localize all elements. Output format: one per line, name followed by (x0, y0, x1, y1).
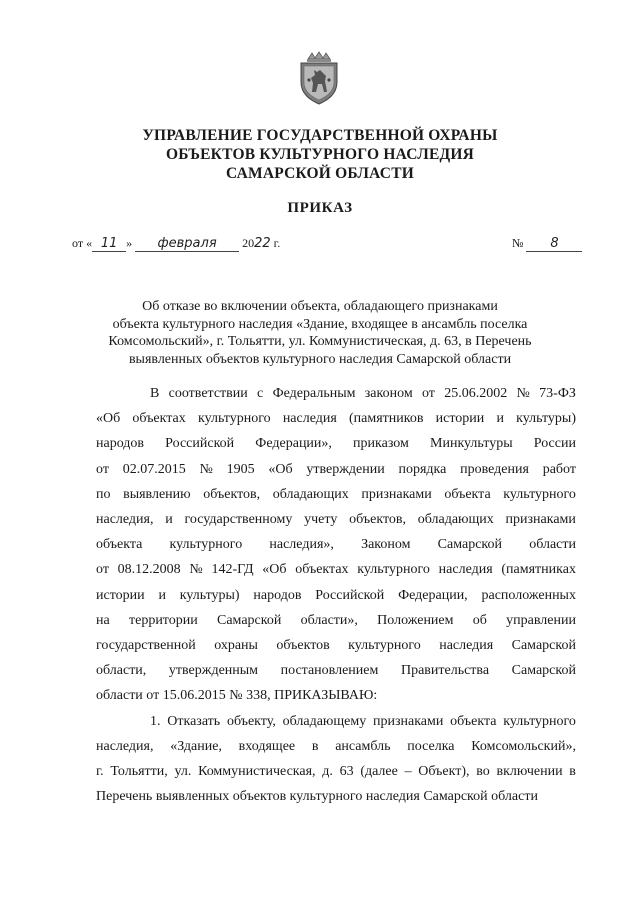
word: (памятников (349, 411, 424, 427)
word: культурного (503, 713, 576, 729)
order-subject (100, 298, 540, 368)
word: проведения (460, 461, 529, 477)
word: признаками (373, 713, 444, 729)
word: Самарской (217, 612, 282, 628)
word: № (199, 461, 213, 477)
word: № (516, 386, 530, 401)
samara-region-coat-of-arms-icon (291, 50, 347, 106)
org-name-line: САМАРСКОЙ ОБЛАСТИ (225, 165, 414, 182)
word: 02.07.2015 (122, 461, 186, 477)
word: от (96, 461, 109, 477)
word: выявлению (123, 486, 191, 502)
word: области», (300, 612, 358, 628)
word: области, (96, 663, 147, 679)
word: Комсомольский», (471, 738, 576, 754)
word: государственной (96, 638, 196, 654)
word: соответствии (168, 386, 248, 401)
word: ул. (174, 764, 192, 780)
paragraph-item-1 (96, 709, 576, 785)
word: законом (364, 386, 413, 401)
word: обладающих (272, 486, 349, 502)
paragraph-line (96, 658, 576, 683)
word: включении (496, 764, 563, 780)
word: от (96, 562, 109, 578)
order-number (512, 236, 582, 252)
word: культурного (169, 537, 243, 553)
word: государственному (184, 512, 293, 528)
word: и (496, 411, 504, 427)
word: объектах (132, 411, 186, 427)
date-suffix: г. (273, 236, 281, 250)
word: культуры) (516, 411, 576, 427)
word: расположенных (481, 587, 576, 603)
paragraph-line (96, 507, 576, 532)
word: объекту, (226, 713, 276, 729)
paragraph-line (96, 759, 576, 784)
number-label: № (512, 236, 524, 250)
word: «Об (262, 562, 287, 578)
paragraph-line (96, 608, 576, 633)
subject-line: Об отказе во включении объекта, обладающего признаками (142, 299, 498, 314)
word: культурного (357, 562, 430, 578)
word: Самарской (511, 638, 576, 654)
word: порядка (398, 461, 447, 477)
paragraph-line: Перечень выявленных объектов культурного наследия Самарской области (96, 789, 538, 805)
word: и (158, 587, 166, 603)
paragraph-legal-basis (96, 381, 576, 683)
word: объектов, (203, 486, 261, 502)
word: 73-ФЗ (539, 386, 576, 401)
word: «Об (268, 461, 293, 477)
word: признаками (505, 512, 576, 528)
document-type-title: ПРИКАЗ (287, 200, 353, 216)
word: наследия, (96, 738, 154, 754)
org-name-line: ОБЪЕКТОВ КУЛЬТУРНОГО НАСЛЕДИЯ (165, 146, 475, 163)
word: (далее (360, 764, 398, 780)
word: наследия (438, 562, 493, 578)
word: Объект), (418, 764, 470, 780)
date-prefix: от « (72, 236, 93, 250)
word: «Здание, (170, 738, 222, 754)
word: Тольятти, (110, 764, 168, 780)
word: Законом (361, 537, 411, 553)
paragraph-line (96, 431, 576, 456)
word: от (421, 386, 435, 401)
word: Федерации», (255, 436, 332, 452)
word: обладающему (282, 713, 367, 729)
word: культурного (348, 638, 421, 654)
word: по (96, 486, 111, 502)
word: приказом (353, 436, 409, 452)
word: 1. (150, 713, 161, 729)
word: утвержденным (168, 663, 259, 679)
word: – (404, 764, 412, 780)
subject-line: выявленных объектов культурного наследия Самарской области (128, 351, 512, 367)
word: объектах (295, 562, 349, 578)
word: народов (253, 587, 302, 603)
word: утверждении (306, 461, 385, 477)
word: с (257, 386, 264, 401)
number-value: 8 (526, 236, 582, 252)
paragraph-line (96, 532, 576, 557)
word: Отказать (167, 713, 221, 729)
word: Коммунистическая, (198, 764, 316, 780)
word: постановлением (280, 663, 379, 679)
word: (памятниках (501, 562, 576, 578)
word: управлении (506, 612, 576, 628)
word: 25.06.2002 (444, 386, 508, 401)
subject-line: Комсомольский», г. Тольятти, ул. Коммунистическая, д. 63, в Перечень (108, 334, 532, 349)
word: обладающих (417, 512, 494, 528)
word: учету (304, 512, 338, 528)
word: Правительства (400, 663, 490, 679)
word: Минкультуры (430, 436, 513, 452)
word: 63 (339, 764, 354, 780)
paragraph-line (96, 406, 576, 431)
word: и (165, 512, 173, 528)
word: истории (96, 587, 145, 603)
word: культуры) (179, 587, 240, 603)
paragraph-line (96, 381, 576, 406)
word: Положением (377, 612, 454, 628)
word: во (476, 764, 490, 780)
word: Самарской (437, 537, 502, 553)
word: объектов, (349, 512, 406, 528)
date-mid: » (126, 236, 133, 250)
word: Российской (315, 587, 385, 603)
paragraph-line (96, 482, 576, 507)
word: признаками (361, 486, 432, 502)
word: объекта (450, 713, 497, 729)
word: культурного (503, 486, 576, 502)
word: объекта (96, 537, 143, 553)
date-month: февраля (135, 236, 239, 252)
word: территории (128, 612, 198, 628)
word: наследия», (269, 537, 334, 553)
word: наследия (282, 411, 337, 427)
word: Федерации, (398, 587, 468, 603)
word: Самарской (511, 663, 576, 679)
org-name-line: УПРАВЛЕНИЕ ГОСУДАРСТВЕННОЙ ОХРАНЫ (142, 127, 498, 144)
date-year-prefix: 20 (242, 236, 255, 250)
word: 1905 (226, 461, 255, 477)
word: охраны (214, 638, 258, 654)
word: области (529, 537, 576, 553)
word: ансамбль (335, 738, 391, 754)
paragraph-line (96, 557, 576, 582)
word: работ (542, 461, 576, 477)
word: «Об (96, 411, 121, 427)
word: об (472, 612, 487, 628)
word: народов (96, 436, 145, 452)
order-date (72, 236, 280, 252)
word: наследия (439, 638, 494, 654)
word: 08.12.2008 (117, 562, 181, 578)
word: д. (322, 764, 333, 780)
word: входящее (238, 738, 296, 754)
word: Российской (165, 436, 235, 452)
word: истории (435, 411, 485, 427)
word: на (96, 612, 110, 628)
word: культурного (197, 411, 271, 427)
word: В (150, 386, 160, 401)
word: в (569, 764, 576, 780)
word: наследия, (96, 512, 154, 528)
paragraph-line (96, 709, 576, 734)
subject-line: объекта культурного наследия «Здание, входящее в ансамбль поселка (112, 316, 528, 332)
word: 142-ГД (211, 562, 254, 578)
paragraph-line (96, 633, 576, 658)
word: России (533, 436, 576, 452)
date-day: 11 (92, 236, 126, 252)
paragraph-line (96, 734, 576, 759)
paragraph-line (96, 457, 576, 482)
word: Федеральным (272, 386, 356, 401)
word: объектов (276, 638, 330, 654)
word: объекта (444, 486, 491, 502)
word: № (189, 562, 203, 578)
word: в (311, 738, 319, 754)
order-body (96, 381, 576, 809)
word: поселка (407, 738, 455, 754)
date-year-suffix: 22 (254, 236, 271, 251)
paragraph-line: области от 15.06.2015 № 338, ПРИКАЗЫВАЮ: (96, 688, 378, 704)
paragraph-line (96, 583, 576, 608)
word: г. (96, 764, 104, 780)
